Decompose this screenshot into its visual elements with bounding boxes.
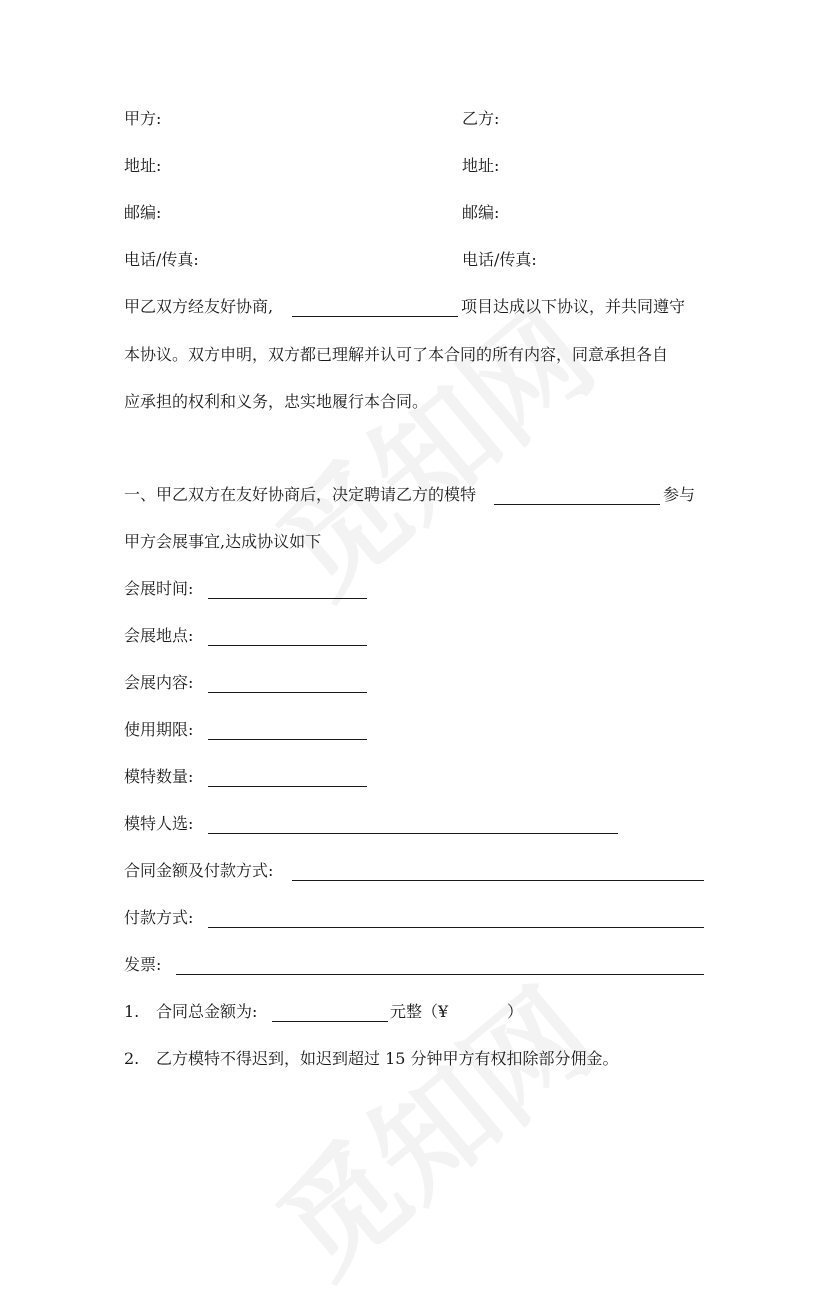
item-2-text: 乙方模特不得迟到，如迟到超过 15 分钟甲方有权扣除部分佣金。 <box>156 1049 619 1068</box>
intro-line-1-end: 项目达成以下协议，并共同遵守 <box>461 297 686 316</box>
item-1-number: 1. <box>124 1002 140 1021</box>
party-b-phone: 电话/传真: <box>462 250 537 269</box>
field-payment-blank[interactable] <box>208 927 704 928</box>
field-period-label: 使用期限: <box>124 720 194 739</box>
item-1-label: 合同总金额为: <box>156 1002 258 1021</box>
party-a-phone: 电话/传真: <box>124 250 199 269</box>
party-b-postcode: 邮编: <box>462 203 500 222</box>
field-place-blank[interactable] <box>208 645 367 646</box>
item-1-unit: 元整（¥ <box>390 1002 449 1021</box>
watermark-bottom <box>237 944 623 1307</box>
intro-line-3: 应承担的权利和义务，忠实地履行本合同。 <box>124 392 429 411</box>
field-payment-label: 付款方式: <box>124 908 194 927</box>
section1-line-2: 甲方会展事宜,达成协议如下 <box>124 532 322 551</box>
field-count-label: 模特数量: <box>124 767 194 786</box>
intro-line-1-start: 甲乙双方经友好协商, <box>124 297 274 316</box>
party-b-label: 乙方: <box>462 109 500 128</box>
section1-line-1-end: 参与 <box>663 485 696 504</box>
party-a-postcode: 邮编: <box>124 203 162 222</box>
model-agency-blank[interactable] <box>494 504 660 505</box>
field-time-label: 会展时间: <box>124 579 194 598</box>
field-place-label: 会展地点: <box>124 626 194 645</box>
field-invoice-blank[interactable] <box>176 974 704 975</box>
party-a-address: 地址: <box>124 156 162 175</box>
field-candidates-label: 模特人选: <box>124 814 194 833</box>
item-1-close: ） <box>507 1002 524 1021</box>
field-content-label: 会展内容: <box>124 673 194 692</box>
total-amount-blank[interactable] <box>272 1021 388 1022</box>
field-time-blank[interactable] <box>208 598 367 599</box>
field-period-blank[interactable] <box>208 739 367 740</box>
field-count-blank[interactable] <box>208 786 367 787</box>
intro-line-2: 本协议。双方申明，双方都已理解并认可了本合同的所有内容，同意承担各自 <box>124 345 669 364</box>
field-candidates-blank[interactable] <box>208 833 618 834</box>
field-content-blank[interactable] <box>208 692 367 693</box>
watermark <box>237 264 623 627</box>
section1-line-1-start: 一、甲乙双方在友好协商后，决定聘请乙方的模特 <box>124 485 477 504</box>
field-amount-method-label: 合同金额及付款方式: <box>124 861 274 880</box>
field-amount-method-blank[interactable] <box>292 880 704 881</box>
party-b-address: 地址: <box>462 156 500 175</box>
field-invoice-label: 发票: <box>124 955 162 974</box>
party-a-label: 甲方: <box>124 109 162 128</box>
item-2-number: 2. <box>124 1049 140 1068</box>
project-blank[interactable] <box>292 316 458 317</box>
